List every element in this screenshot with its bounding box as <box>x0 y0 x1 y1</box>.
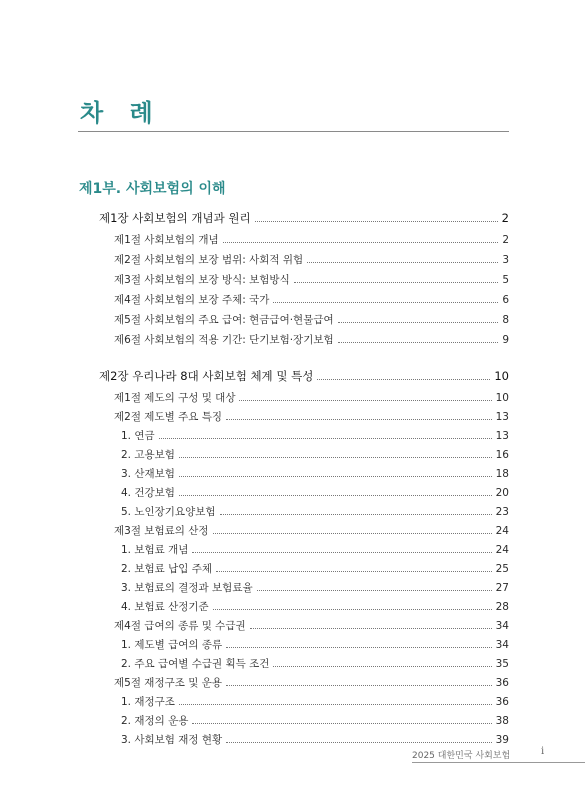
toc-label: 제5절 사회보험의 주요 급여: 현금급여·현물급여 <box>114 314 334 326</box>
toc-label: 2. 주요 급여별 수급권 획득 조건 <box>121 658 270 670</box>
toc-entry[interactable] <box>114 523 509 538</box>
toc-page-number: 10 <box>494 369 509 383</box>
dot-leader <box>317 379 490 380</box>
toc-page-number: 5 <box>502 274 509 286</box>
toc-entry[interactable] <box>114 312 509 327</box>
toc-label: 1. 제도별 급여의 종류 <box>121 639 223 651</box>
toc-page-number: 34 <box>495 620 509 632</box>
toc-page-number: 36 <box>495 677 509 689</box>
toc-entry[interactable] <box>121 732 509 747</box>
toc-entry[interactable] <box>114 272 509 287</box>
toc-label: 2. 재정의 운용 <box>121 715 189 727</box>
toc-chapter[interactable] <box>99 368 509 384</box>
toc-chapter[interactable] <box>99 210 509 226</box>
toc-page-number: 6 <box>502 294 509 306</box>
dot-leader <box>226 647 491 648</box>
footer-publication-title: 2025 대한민국 사회보험 <box>412 751 511 761</box>
toc-entry[interactable] <box>114 332 509 347</box>
dot-leader <box>273 666 491 667</box>
dot-leader <box>213 533 492 534</box>
dot-leader <box>179 457 492 458</box>
dot-leader <box>255 221 498 222</box>
toc-page-number: 27 <box>495 582 509 594</box>
toc-label: 제6절 사회보험의 적용 기간: 단기보험·장기보험 <box>114 334 334 346</box>
toc-entry[interactable] <box>114 232 509 247</box>
toc-page-number: 38 <box>495 715 509 727</box>
toc-label: 제4절 사회보험의 보장 주체: 국가 <box>114 294 270 306</box>
toc-page-number: 13 <box>495 430 509 442</box>
toc-entry[interactable] <box>114 292 509 307</box>
toc-page-number: 3 <box>502 254 509 266</box>
toc-entry[interactable] <box>121 466 509 481</box>
toc-entry[interactable] <box>121 561 509 576</box>
dot-leader <box>179 476 492 477</box>
toc-label: 제1절 사회보험의 개념 <box>114 234 219 246</box>
dot-leader <box>223 242 499 243</box>
toc-label: 3. 사회보험 재정 현황 <box>121 734 223 746</box>
toc-label: 1. 재정구조 <box>121 696 175 708</box>
toc-entry[interactable] <box>121 637 509 652</box>
dot-leader <box>192 552 491 553</box>
dot-leader <box>239 400 491 401</box>
toc-page-number: 2 <box>502 234 509 246</box>
dot-leader <box>179 495 492 496</box>
footer-divider <box>412 762 585 763</box>
toc-page-number: 24 <box>495 525 509 537</box>
toc-entry[interactable] <box>121 504 509 519</box>
toc-page-number: 23 <box>495 506 509 518</box>
toc-label: 제5절 재정구조 및 운용 <box>114 677 222 689</box>
toc-label: 3. 산재보험 <box>121 468 175 480</box>
toc-entry[interactable] <box>121 485 509 500</box>
toc-label: 4. 건강보험 <box>121 487 175 499</box>
toc-entry[interactable] <box>114 409 509 424</box>
dot-leader <box>159 438 492 439</box>
dot-leader <box>179 704 492 705</box>
dot-leader <box>294 282 499 283</box>
dot-leader <box>226 742 491 743</box>
dot-leader <box>216 571 492 572</box>
toc-label: 제3절 보험료의 산정 <box>114 525 209 537</box>
toc-page-number: 35 <box>495 658 509 670</box>
toc-entry[interactable] <box>121 447 509 462</box>
toc-entry[interactable] <box>114 252 509 267</box>
footer-page-number: i <box>541 746 545 757</box>
toc-entry[interactable] <box>121 542 509 557</box>
toc-entry[interactable] <box>121 428 509 443</box>
toc-page-number: 36 <box>495 696 509 708</box>
toc-page-number: 39 <box>495 734 509 746</box>
toc-entry[interactable] <box>121 713 509 728</box>
toc-label: 제1절 제도의 구성 및 대상 <box>114 392 236 404</box>
toc-entry[interactable] <box>114 618 509 633</box>
toc-page-number: 2 <box>501 211 509 225</box>
toc-label: 제4절 급여의 종류 및 수급권 <box>114 620 246 632</box>
toc-page-number: 8 <box>502 314 509 326</box>
dot-leader <box>257 590 492 591</box>
dot-leader <box>273 302 498 303</box>
toc-entry[interactable] <box>114 390 509 405</box>
toc-label: 2. 보험료 납입 주체 <box>121 563 213 575</box>
toc-label: 1. 연금 <box>121 430 155 442</box>
dot-leader <box>192 723 491 724</box>
toc-page-number: 13 <box>495 411 509 423</box>
toc-page-number: 25 <box>495 563 509 575</box>
toc-entry[interactable] <box>121 599 509 614</box>
toc-page-number: 34 <box>495 639 509 651</box>
toc-label: 2. 고용보험 <box>121 449 175 461</box>
toc-label: 3. 보험료의 결정과 보험료율 <box>121 582 253 594</box>
toc-entry[interactable] <box>121 694 509 709</box>
toc-label: 5. 노인장기요양보험 <box>121 506 216 518</box>
dot-leader <box>220 514 492 515</box>
dot-leader <box>338 322 499 323</box>
toc-label: 제2절 제도별 주요 특징 <box>114 411 222 423</box>
dot-leader <box>213 609 492 610</box>
toc-entry[interactable] <box>114 675 509 690</box>
toc-title: 차 례 <box>80 99 162 127</box>
dot-leader <box>226 685 492 686</box>
toc-page-number: 24 <box>495 544 509 556</box>
title-divider <box>78 131 509 132</box>
toc-label: 제1장 사회보험의 개념과 원리 <box>99 211 251 225</box>
toc-label: 4. 보험료 산정기준 <box>121 601 209 613</box>
toc-page-number: 16 <box>495 449 509 461</box>
toc-page-number: 10 <box>495 392 509 404</box>
dot-leader <box>338 342 499 343</box>
toc-page-number: 9 <box>502 334 509 346</box>
toc-label: 제2절 사회보험의 보장 범위: 사회적 위험 <box>114 254 304 266</box>
toc-label: 제3절 사회보험의 보장 방식: 보험방식 <box>114 274 290 286</box>
toc-entry[interactable] <box>121 656 509 671</box>
toc-label: 제2장 우리나라 8대 사회보험 체계 및 특성 <box>99 369 314 383</box>
dot-leader <box>307 262 498 263</box>
toc-page-number: 20 <box>495 487 509 499</box>
toc-page-number: 18 <box>495 468 509 480</box>
toc-label: 1. 보험료 개념 <box>121 544 189 556</box>
part-title: 제1부. 사회보험의 이해 <box>79 181 226 197</box>
dot-leader <box>250 628 492 629</box>
toc-page-number: 28 <box>495 601 509 613</box>
dot-leader <box>226 419 492 420</box>
toc-entry[interactable] <box>121 580 509 595</box>
